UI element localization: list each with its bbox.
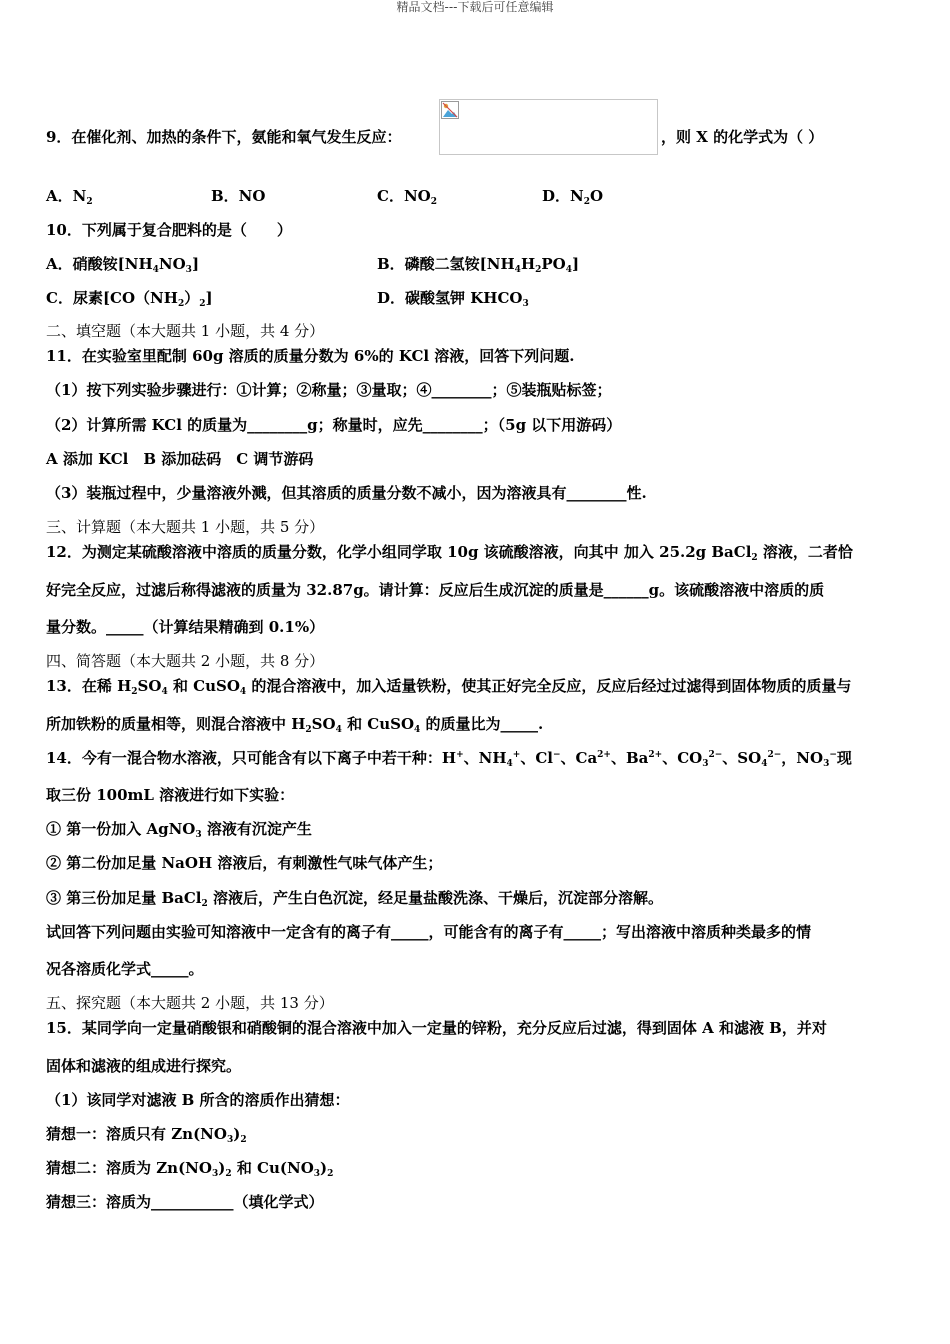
q10-option-c: C．尿素$[CO(NH_2)_2]$ [46, 289, 213, 309]
section-heading-inquiry: 五、探究题（本大题共 2 小题，共 13 分） [46, 994, 334, 1012]
q14-experiment1: ① 第一份加入 AgNO$_3$ 溶液有沉淀产生 [46, 820, 312, 840]
q11-part3: （3）装瓶过程中，少量溶液外溅，但其溶质的质量分数不减小，因为溶液具有________性. [46, 484, 647, 502]
section-heading-calculation: 三、计算题（本大题共 1 小题，共 5 分） [46, 518, 325, 536]
q9-option-b: B．NO [211, 187, 266, 205]
q10-option-a: A．硝酸铵$[NH_4NO_3]$ [46, 255, 200, 275]
q9-prefix: 9．在催化剂、加热的条件下，氨能和氧气发生反应： [46, 128, 402, 146]
section-heading-short-answer: 四、简答题（本大题共 2 小题，共 8 分） [46, 652, 325, 670]
q14-line1: 14．今有一混合物水溶液，只可能含有以下离子中若干种：H+、$NH_4^+$、Cl−、$Ca^{2+}$、$Ba^{2+}$、$CO_3^{2-}$、$SO_4^{2-}$，$NO_3^-$现 [46, 749, 852, 769]
q14-experiment3: ③ 第三份加足量 BaCl$_2$ 溶液后，产生白色沉淀，经足量盐酸洗涤、干燥后，沉淀部分溶解。 [46, 889, 663, 909]
q15-guess3: 猜想三：溶质为___________（填化学式） [46, 1193, 324, 1211]
q11-stem: 11．在实验室里配制 60g 溶质的质量分数为 6%的 KCl 溶液，回答下列问题. [46, 347, 575, 365]
q15-line2: 固体和滤液的组成进行探究。 [46, 1057, 242, 1075]
q15-guess2: 猜想二：溶质为 $Zn(NO_3)_2$ 和 $Cu(NO_3)_2$ [46, 1159, 334, 1179]
q13-line1: 13．在稀 $H_2SO_4$ 和 CuSO$_4$ 的混合溶液中，加入适量铁粉，使其正好完全反应，反应后经过过滤得到固体物质的质量与 [46, 677, 852, 697]
q9-suffix: ，则 X 的化学式为（ ） [661, 128, 824, 146]
q15-guess1: 猜想一：溶质只有 $Zn(NO_3)_2$ [46, 1125, 247, 1145]
q9-stem [46, 127, 401, 147]
q9-option-c: C．$NO_2$ [377, 187, 437, 207]
q12-line3: 量分数。_____（计算结果精确到 0.1%） [46, 618, 325, 636]
q14-question2: 况各溶质化学式_____。 [46, 960, 204, 978]
q14-line2: 取三份 100mL 溶液进行如下实验： [46, 786, 295, 804]
q15-line1: 15．某同学向一定量硝酸银和硝酸铜的混合溶液中加入一定量的锌粉，充分反应后过滤，得到固体 A 和滤液 B，并对 [46, 1019, 827, 1037]
reaction-equation-image [439, 99, 658, 155]
section-heading-fill-in: 二、填空题（本大题共 1 小题，共 4 分） [46, 322, 325, 340]
q9-option-d: D．$N_2O$ [542, 187, 604, 207]
q14-experiment2: ② 第二份加足量 NaOH 溶液后，有刺激性气味气体产生； [46, 854, 443, 872]
q12-line1: 12．为测定某硫酸溶液中溶质的质量分数，化学小组同学取 10g 该硫酸溶液，向其中 加入 25.2g BaCl$_2$ 溶液，二者恰 [46, 543, 853, 563]
q10-option-b: B．磷酸二氢铵$[NH_4H_2PO_4]$ [377, 255, 580, 275]
q9-option-a: A．$N_2$ [46, 187, 93, 207]
page-header: 精品文档---下载后可任意编辑 [396, 0, 554, 14]
q10-option-d: D．碳酸氢钾 $KHCO_3$ [377, 289, 529, 309]
q14-question1: 试回答下列问题由实验可知溶液中一定含有的离子有_____，可能含有的离子有_____；写出溶液中溶质种类最多的情 [46, 923, 812, 941]
q10-stem: 10．下列属于复合肥料的是（ ） [46, 221, 292, 239]
broken-image-icon [441, 101, 459, 119]
q11-part1: （1）按下列实验步骤进行：①计算；②称量；③量取；④________；⑤装瓶贴标签； [46, 381, 612, 399]
q11-part2: （2）计算所需 KCl 的质量为________g；称量时，应先________；（5g 以下用游码） [46, 416, 622, 434]
q12-line2: 好完全反应，过滤后称得滤液的质量为 32.87g。请计算：反应后生成沉淀的质量是______g。该硫酸溶液中溶质的质 [46, 581, 825, 599]
q11-part2-options: A 添加 KCl B 添加砝码 C 调节游码 [46, 450, 314, 468]
q15-part1: （1）该同学对滤液 B 所含的溶质作出猜想： [46, 1091, 350, 1109]
q13-line2: 所加铁粉的质量相等，则混合溶液中 $H_2SO_4$ 和 CuSO$_4$ 的质量比为_____. [46, 715, 544, 735]
